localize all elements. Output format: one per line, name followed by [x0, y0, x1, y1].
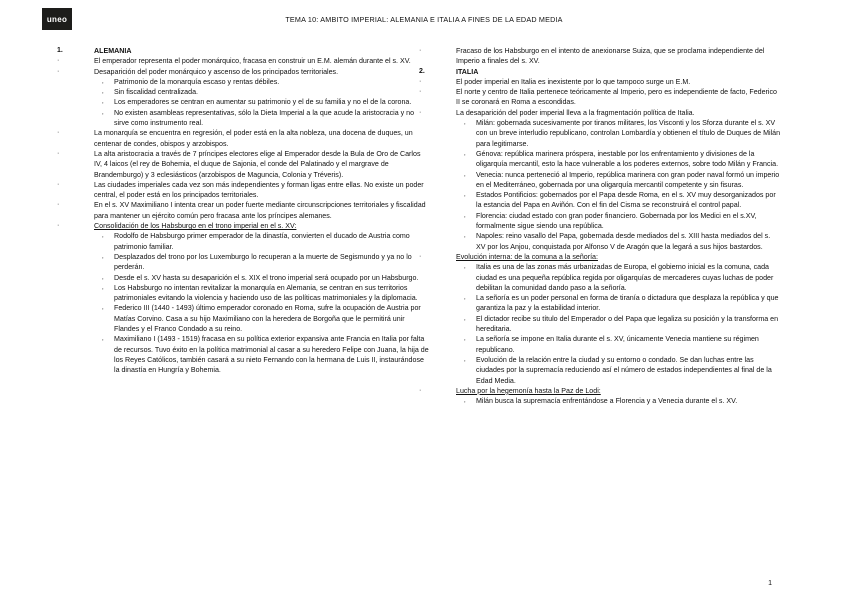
- sub-bullet-icon: ,: [102, 253, 104, 260]
- bullet-item: [57, 128, 429, 149]
- bullet-item: [419, 46, 781, 67]
- sub-bullet-text: La señoría se impone en Italia durante el s. XV, únicamente Venecia mantiene su régimen republicano.: [476, 335, 759, 354]
- sub-bullet-item: [74, 252, 429, 273]
- sub-bullet-item: [436, 396, 781, 406]
- sub-bullet-text: Sin fiscalidad centralizada.: [114, 88, 198, 97]
- sub-bullet-icon: ,: [464, 212, 466, 219]
- sub-bullet-text: Florencia: ciudad estado con gran poder financiero. Gobernada por los Medici en el s.XV, formalmente sigue siendo una república.: [476, 211, 757, 231]
- bullet-item: [57, 56, 429, 66]
- sub-bullet-icon: ,: [102, 284, 104, 291]
- sub-bullet-icon: ,: [464, 356, 466, 363]
- sub-bullet-icon: ,: [464, 336, 466, 343]
- sub-bullet-text: Los emperadores se centran en aumentar su patrimonio y el de su familia y no el de la corona.: [114, 98, 412, 107]
- sub-bullet-text: Federico III (1440 - 1493) último emperador coronado en Roma, sufre la ocupación de Austria por Matías Corvino. Casa a su hijo Maximiliano con la heredera de Borgoña que le permitirá unir Flandes y el Franco Condado a su reino.: [114, 304, 421, 334]
- bullet-text: Desaparición del poder monárquico y ascenso de los principados territoriales.: [94, 67, 339, 76]
- section-number: 1.: [57, 47, 63, 54]
- underlined-subheading: Lucha por la hegemonía hasta la Paz de Lodi:: [456, 386, 601, 395]
- bullet-text: El norte y centro de Italia pertenece teóricamente al Imperio, pero es independiente de facto, Federico II se coronará en Roma a escondidas.: [456, 88, 777, 107]
- sub-bullet-item: [436, 211, 781, 232]
- bullet-item: [419, 77, 781, 87]
- sub-bullet-icon: ,: [464, 150, 466, 157]
- sub-bullet-item: [74, 303, 429, 334]
- sub-bullet-icon: ,: [102, 336, 104, 343]
- sub-bullet-text: Desplazados del trono por los Luxemburgo lo recuperan a la muerte de Segismundo y ya no lo perderán.: [114, 252, 412, 272]
- sub-bullet-item: [74, 97, 429, 107]
- sub-bullet-icon: ,: [464, 315, 466, 322]
- sub-bullet-item: [74, 77, 429, 87]
- bullet-item: [57, 149, 429, 180]
- sub-bullet-item: [74, 108, 429, 129]
- bullet-text: En el s. XV Maximiliano I intenta crear un poder fuerte mediante circunscripciones territoriales y fiscalidad para mantener un ejército común pero fracasa ante los príncipes alemanes.: [94, 201, 426, 220]
- section-number: 2.: [419, 67, 425, 75]
- underlined-subheading: Consolidación de los Habsburgo en el trono imperial en el s. XV:: [94, 222, 297, 231]
- sub-bullet-text: Milán: gobernada sucesivamente por tiranos militares, los Visconti y los Sforza durante el s. XV con un breve interludio republicano, controlan Lombardía y obtienen el título de Duques de Milán para legitimarse.: [476, 119, 781, 148]
- sub-bullet-text: El dictador recibe su título del Emperador o del Papa que legaliza su posición y la transforma en hereditaria.: [476, 314, 779, 334]
- sub-bullet-text: Napoles: reino vasallo del Papa, gobernada desde mediados del s. XIII hasta mediados del s. XV por los Anjou, conquistada por Alfonso V de Aragón que la legará a sus hijos bastardos.: [476, 232, 771, 251]
- sub-bullet-item: [436, 170, 781, 191]
- bullet-icon: ·: [419, 88, 422, 96]
- sub-bullet-item: [74, 231, 429, 252]
- bullet-item: [419, 386, 781, 396]
- page-number: 1: [768, 580, 772, 587]
- sub-bullet-text: No existen asambleas representativas, sólo la Dieta Imperial a la que acude la aristocracia y no sirve como instrumento real.: [114, 108, 415, 128]
- sub-bullet-item: [436, 334, 781, 355]
- left-column: [57, 46, 429, 376]
- bullet-item: [57, 221, 429, 231]
- sub-bullet-item: [74, 334, 429, 375]
- bullet-item: [419, 108, 781, 118]
- sub-bullet-text: Patrimonio de la monarquía escaso y rentas débiles.: [114, 77, 280, 86]
- sub-bullet-text: Maximiliano I (1493 - 1519) fracasa en su política exterior expansiva ante Francia en Italia por falta de recursos. Tuvo éxito en la política matrimonial al casar a su heredero Felipe con Juana, la hija de los Reyes Católicos, también casará a su nieto Fernando con la hermana de Luis II, instaurándose la dinastía en Hungría y Bohemia.: [114, 335, 429, 375]
- sub-bullet-text: Rodolfo de Habsburgo primer emperador de la dinastía, convierten el ducado de Austria como patrimonio familiar.: [114, 232, 410, 251]
- sub-bullet-item: [436, 190, 781, 211]
- sub-bullet-icon: ,: [102, 78, 104, 85]
- sub-bullet-item: [74, 283, 429, 304]
- bullet-text: La monarquía se encuentra en regresión, el poder está en la alta nobleza, una docena de duques, un centenar de condes, obispos y arzobispos.: [94, 129, 413, 148]
- right-column: [419, 46, 781, 406]
- sub-bullet-icon: ,: [464, 171, 466, 178]
- sub-bullet-item: [436, 314, 781, 335]
- sub-bullet-icon: ,: [102, 233, 104, 240]
- section-heading-italia: [419, 67, 781, 77]
- bullet-text: La alta aristocracia a través de 7 príncipes electores elige al Emperador desde la Bula de Oro de Carlos IV, 4 laicos (el rey de Bohemia, el duque de Sajonia, el conde del Palatinado y el margrave de Brandemburgo) y 3 eclesiásticos (arzobispos de Maguncia, Colonia y Tréveris).: [94, 149, 421, 179]
- bullet-item: [57, 200, 429, 221]
- bullet-icon: ·: [57, 67, 60, 75]
- bullet-icon: ·: [57, 129, 60, 137]
- section-heading-alemania: [57, 46, 429, 56]
- sub-bullet-text: Los Habsburgo no intentan revitalizar la monarquía en Alemania, se centran en sus territorios patrimoniales evitando la violencia y haciendo uso de las políticas matrimoniales y la diplomacia.: [114, 283, 418, 303]
- sub-bullet-item: [436, 293, 781, 314]
- sub-bullet-text: Italia es una de las zonas más urbanizadas de Europa, el gobierno inicial es la comuna, cada ciudad es una pequeña república regida por oligarquías de mercaderes cuyas luchas de poder debilitan la comunidad dando paso a la señoría.: [476, 263, 774, 292]
- sub-bullet-icon: ,: [464, 120, 466, 127]
- bullet-item: [57, 180, 429, 201]
- sub-bullet-item: [74, 87, 429, 97]
- sub-bullet-icon: ,: [102, 109, 104, 116]
- sub-bullet-item: [74, 273, 429, 283]
- bullet-item: [419, 87, 781, 108]
- sub-bullet-text: La señoría es un poder personal en forma de tiranía o dictadura que desplaza la república y que garantiza la paz y la estabilidad interior.: [476, 294, 779, 313]
- bullet-icon: ·: [419, 386, 422, 394]
- bullet-icon: ·: [57, 57, 60, 65]
- sub-bullet-icon: ,: [464, 233, 466, 240]
- sub-bullet-icon: ,: [102, 99, 104, 106]
- sub-bullet-item: [436, 231, 781, 252]
- bullet-icon: ·: [419, 108, 422, 116]
- underlined-subheading: Evolución interna: de la comuna a la señoría:: [456, 252, 598, 261]
- bullet-text: Fracaso de los Habsburgo en el intento de anexionarse Suiza, que se proclama independiente del Imperio a finales del s. XV.: [456, 47, 765, 66]
- bullet-icon: ·: [419, 252, 422, 260]
- bullet-icon: ·: [57, 180, 60, 188]
- sub-bullet-icon: ,: [464, 192, 466, 199]
- section-title: ITALIA: [456, 67, 479, 76]
- sub-bullet-item: [436, 355, 781, 386]
- sub-bullet-text: Venecia: nunca perteneció al Imperio, república marinera con gran poder naval formó un imperio en el Mediterráneo, gobernada por una oligarquía mercantil competente y sin fisuras.: [476, 170, 780, 189]
- sub-bullet-text: Milán busca la supremacía enfrentándose a Florencia y a Venecia durante el s. XV.: [476, 397, 738, 406]
- bullet-icon: ·: [57, 222, 60, 230]
- bullet-icon: ·: [419, 47, 422, 54]
- bullet-text: Las ciudades imperiales cada vez son más independientes y forman ligas entre ellas. No existe un poder central, el poder está en los principados territoriales.: [94, 180, 424, 200]
- sub-bullet-icon: ,: [464, 295, 466, 302]
- sub-bullet-icon: ,: [464, 264, 466, 271]
- bullet-item: [57, 67, 429, 77]
- page-header-title: TEMA 10: AMBITO IMPERIAL: ALEMANIA E ITALIA A FINES DE LA EDAD MEDIA: [285, 15, 563, 24]
- bullet-text: La desaparición del poder imperial lleva a la fragmentación política de Italia.: [456, 108, 695, 117]
- sub-bullet-item: [436, 118, 781, 149]
- sub-bullet-text: Evolución de la relación entre la ciudad y su entorno o condado. Se dan luchas entre las ciudades por la supremacía reduciendo así el número de estados independientes al final de la Edad Media.: [476, 355, 772, 385]
- section-title: ALEMANIA: [94, 47, 132, 55]
- university-logo: uneo: [42, 8, 72, 30]
- sub-bullet-icon: ,: [102, 89, 104, 96]
- sub-bullet-item: [436, 262, 781, 293]
- sub-bullet-text: Desde el s. XV hasta su desaparición el s. XIX el trono imperial será ocupado por un Habsburgo.: [114, 273, 419, 282]
- bullet-text: El poder imperial en Italia es inexistente por lo que tampoco surge un E.M.: [456, 77, 691, 86]
- bullet-item: [419, 252, 781, 262]
- bullet-icon: ·: [419, 77, 422, 85]
- bullet-text: El emperador representa el poder monárquico, fracasa en construir un E.M. alemán durante el s. XV.: [94, 57, 411, 66]
- sub-bullet-icon: ,: [102, 305, 104, 312]
- sub-bullet-icon: ,: [102, 274, 104, 281]
- sub-bullet-text: Génova: república marinera próspera, inestable por los enfrentamiento y divisiones de la oligarquía mercantil, esto la hace vulnerable a los poderes externos, sobre todo Milán y Francia.: [476, 149, 779, 169]
- sub-bullet-icon: ,: [464, 398, 466, 405]
- sub-bullet-item: [436, 149, 781, 170]
- sub-bullet-text: Estados Pontificios: gobernados por el Papa desde Roma, en el s. XV muy desorganizados por la estancia del Papa en Aviñón. Con el fin del Cisma se reconstruirá el control papal.: [476, 191, 776, 210]
- bullet-icon: ·: [57, 201, 60, 209]
- bullet-icon: ·: [57, 149, 60, 157]
